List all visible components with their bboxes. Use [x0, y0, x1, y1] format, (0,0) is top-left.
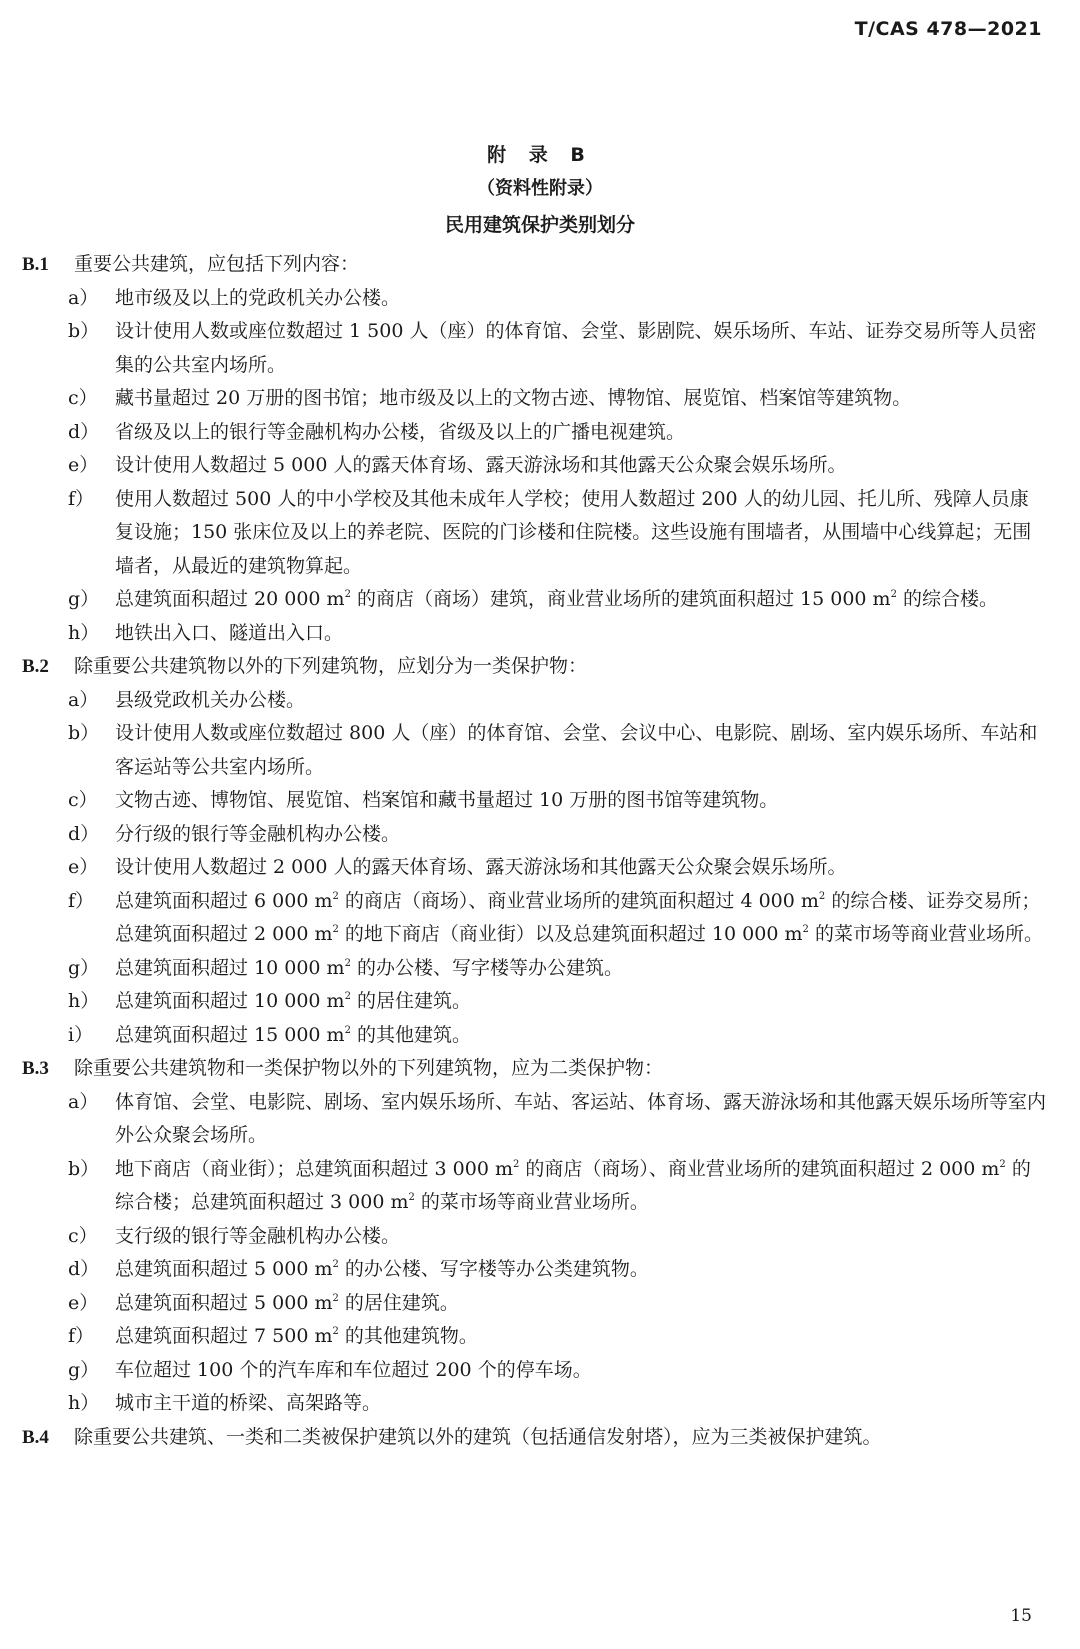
list-item [0, 717, 1080, 784]
list-item-text: 地铁出入口、隧道出入口。 [115, 621, 344, 644]
list-item-text: 的综合楼、证券交易所；总建筑面积超过 2 000 m [115, 889, 1041, 945]
list-item-text: 县级党政机关办公楼。 [115, 688, 306, 711]
list-item [0, 1354, 1080, 1388]
list-item-label: f） [68, 487, 95, 510]
list-item-text: 车位超过 100 个的汽车库和车位超过 200 个的停车场。 [115, 1358, 592, 1381]
list-item-label: h） [68, 990, 100, 1012]
list-item [0, 449, 1080, 483]
appendix-heading: 附 录 B [487, 144, 593, 166]
clause-text: 重要公共建筑，应包括下列内容： [74, 253, 360, 275]
unit-superscript: 2 [344, 991, 351, 1002]
list-item-text: 的其他建筑。 [357, 1023, 472, 1046]
page-number: 15 [1010, 1606, 1032, 1626]
unit-superscript: 2 [818, 890, 826, 902]
list-item-label: e） [68, 856, 99, 878]
unit-superscript: 2 [513, 1158, 520, 1170]
list-item [0, 1253, 1080, 1287]
list-item-text: 城市主干道的桥梁、高架路等。 [115, 1392, 382, 1414]
list-item-text: 的地下商店（商业街）以及总建筑面积超过 10 000 m [344, 923, 803, 945]
list-item-text: 的办公楼、写字楼等办公类建筑物。 [344, 1258, 649, 1280]
list-item-label: b） [68, 722, 100, 744]
list-item [0, 684, 1080, 718]
clause-b-3 [0, 1052, 1080, 1086]
list-item-text: 总建筑面积超过 5 000 m [115, 1291, 333, 1314]
list-item [0, 483, 1080, 584]
list-item [0, 885, 1080, 952]
list-item-text: 的办公楼、写字楼等办公建筑。 [357, 956, 624, 979]
unit-superscript: 2 [332, 1292, 339, 1304]
clause-b-2 [0, 650, 1080, 684]
list-item-text: 使用人数超过 500 人的中小学校及其他未成年人学校；使用人数超过 200 人的幼儿园、托儿所、残障人员康复设施；150 张床位及以上的养老院、医院的门诊楼和住院楼。这些设施有围墙者，从围墙中心线算起；无围墙者，从最近的建筑物算起。 [115, 487, 1032, 577]
unit-superscript: 2 [802, 924, 809, 935]
list-item [0, 583, 1080, 617]
list-item-label: e） [68, 1291, 99, 1314]
list-item-text: 文物古迹、博物馆、展览馆、档案馆和藏书量超过 10 万册的图书馆等建筑物。 [115, 789, 779, 811]
unit-superscript: 2 [344, 1024, 351, 1036]
list-item-label: b） [68, 320, 100, 342]
list-item-text: 的商店（商场）、商业营业场所的建筑面积超过 4 000 m [344, 889, 819, 912]
list-item-text: 体育馆、会堂、电影院、剧场、室内娱乐场所、车站、客运站、体育场、露天游泳场和其他露天娱乐场所等室内外公众聚会场所。 [115, 1090, 1047, 1146]
clause-number: B.3 [22, 1058, 49, 1079]
list-item-label: d） [68, 420, 100, 443]
list-item-label: g） [68, 956, 100, 979]
unit-superscript: 2 [344, 957, 351, 969]
list-item-text: 设计使用人数或座位数超过 1 500 人（座）的体育馆、会堂、影剧院、娱乐场所、车站、证券交易所等人员密集的公共室内场所。 [115, 320, 1037, 376]
list-item-label: a） [68, 1090, 99, 1113]
list-item-text: 支行级的银行等金融机构办公楼。 [115, 1224, 401, 1247]
appendix-nature: （资料性附录） [477, 178, 603, 199]
list-item-text: 地下商店（商业街）；总建筑面积超过 3 000 m [115, 1157, 513, 1180]
clause-text: 除重要公共建筑物以外的下列建筑物，应划分为一类保护物： [74, 655, 588, 677]
list-item-text: 分行级的银行等金融机构办公楼。 [115, 822, 401, 845]
clause-b-1 [0, 248, 1080, 282]
clause-number: B.1 [22, 254, 49, 275]
list-item-label: a） [68, 688, 99, 711]
unit-superscript: 2 [332, 1326, 339, 1337]
list-item-text: 的居住建筑。 [357, 990, 472, 1012]
list-item-text: 总建筑面积超过 15 000 m [115, 1023, 345, 1046]
list-item-label: c） [68, 1224, 98, 1247]
list-item-text: 的菜市场等商业营业场所。 [420, 1191, 649, 1213]
list-item-label: f） [68, 1325, 95, 1347]
unit-superscript: 2 [344, 589, 351, 600]
list-item [0, 818, 1080, 852]
clause-number: B.2 [22, 656, 49, 677]
list-item-label: i） [68, 1023, 94, 1046]
list-item-text: 的综合楼。 [903, 588, 999, 610]
unit-superscript: 2 [332, 1259, 339, 1270]
list-item-text: 的商店（商场）建筑，商业营业场所的建筑面积超过 15 000 m [357, 588, 891, 610]
list-item-label: h） [68, 1392, 100, 1414]
list-item-text: 的菜市场等商业营业场所。 [814, 923, 1043, 945]
clause-text: 除重要公共建筑物和一类保护物以外的下列建筑物，应为二类保护物： [74, 1057, 664, 1079]
list-item [0, 617, 1080, 651]
list-item-text: 的商店（商场）、商业营业场所的建筑面积超过 2 000 m [525, 1157, 1000, 1180]
unit-superscript: 2 [332, 924, 339, 935]
list-item-text: 总建筑面积超过 5 000 m [115, 1258, 333, 1280]
list-item [0, 1220, 1080, 1254]
clause-text: 除重要公共建筑、一类和二类被保护建筑以外的建筑（包括通信发射塔），应为三类被保护建筑。 [74, 1425, 882, 1448]
list-item-text: 省级及以上的银行等金融机构办公楼，省级及以上的广播电视建筑。 [115, 420, 686, 443]
unit-superscript: 2 [408, 1192, 415, 1203]
list-item [0, 282, 1080, 316]
appendix-title: 民用建筑保护类别划分 [444, 214, 635, 236]
unit-superscript: 2 [999, 1158, 1006, 1170]
list-item-label: g） [68, 588, 100, 610]
unit-superscript: 2 [332, 890, 339, 902]
list-item-label: f） [68, 889, 95, 912]
list-item [0, 851, 1080, 885]
list-item [0, 315, 1080, 382]
list-item-text: 设计使用人数超过 2 000 人的露天体育场、露天游泳场和其他露天公众聚会娱乐场所。 [115, 856, 847, 878]
list-item-label: d） [68, 822, 100, 845]
list-item-text: 总建筑面积超过 6 000 m [115, 889, 333, 912]
list-item-text: 藏书量超过 20 万册的图书馆；地市级及以上的文物古迹、博物馆、展览馆、档案馆等建筑物。 [115, 387, 912, 409]
clause-b-4 [0, 1421, 1080, 1455]
list-item-text: 设计使用人数或座位数超过 800 人（座）的体育馆、会堂、会议中心、电影院、剧场、室内娱乐场所、车站和客运站等公共室内场所。 [115, 722, 1038, 778]
list-item-label: b） [68, 1157, 100, 1180]
list-item [0, 985, 1080, 1019]
list-item-text: 总建筑面积超过 7 500 m [115, 1325, 333, 1347]
list-item-label: a） [68, 286, 99, 309]
list-item-text: 地市级及以上的党政机关办公楼。 [115, 286, 401, 309]
list-item [0, 1086, 1080, 1153]
list-item-text: 的综合楼；总建筑面积超过 3 000 m [115, 1157, 1031, 1213]
list-item-text: 的其他建筑物。 [344, 1325, 478, 1347]
list-item-text: 总建筑面积超过 10 000 m [115, 990, 345, 1012]
unit-superscript: 2 [890, 589, 897, 600]
list-item-label: c） [68, 387, 98, 409]
list-item-label: e） [68, 454, 99, 476]
document-code: T/CAS 478—2021 [854, 18, 1042, 40]
clause-number: B.4 [22, 1426, 49, 1448]
document-body [0, 248, 1080, 1454]
list-item [0, 1320, 1080, 1354]
list-item-text: 总建筑面积超过 10 000 m [115, 956, 345, 979]
list-item [0, 382, 1080, 416]
list-item [0, 784, 1080, 818]
list-item [0, 952, 1080, 986]
list-item-text: 的居住建筑。 [344, 1291, 459, 1314]
list-item [0, 1153, 1080, 1220]
list-item [0, 1387, 1080, 1421]
list-item-label: h） [68, 621, 100, 644]
list-item [0, 416, 1080, 450]
list-item-text: 总建筑面积超过 20 000 m [115, 588, 345, 610]
list-item-text: 设计使用人数超过 5 000 人的露天体育场、露天游泳场和其他露天公众聚会娱乐场所。 [115, 454, 847, 476]
list-item-label: c） [68, 789, 98, 811]
list-item [0, 1019, 1080, 1053]
list-item-label: d） [68, 1258, 100, 1280]
list-item-label: g） [68, 1358, 100, 1381]
list-item [0, 1287, 1080, 1321]
